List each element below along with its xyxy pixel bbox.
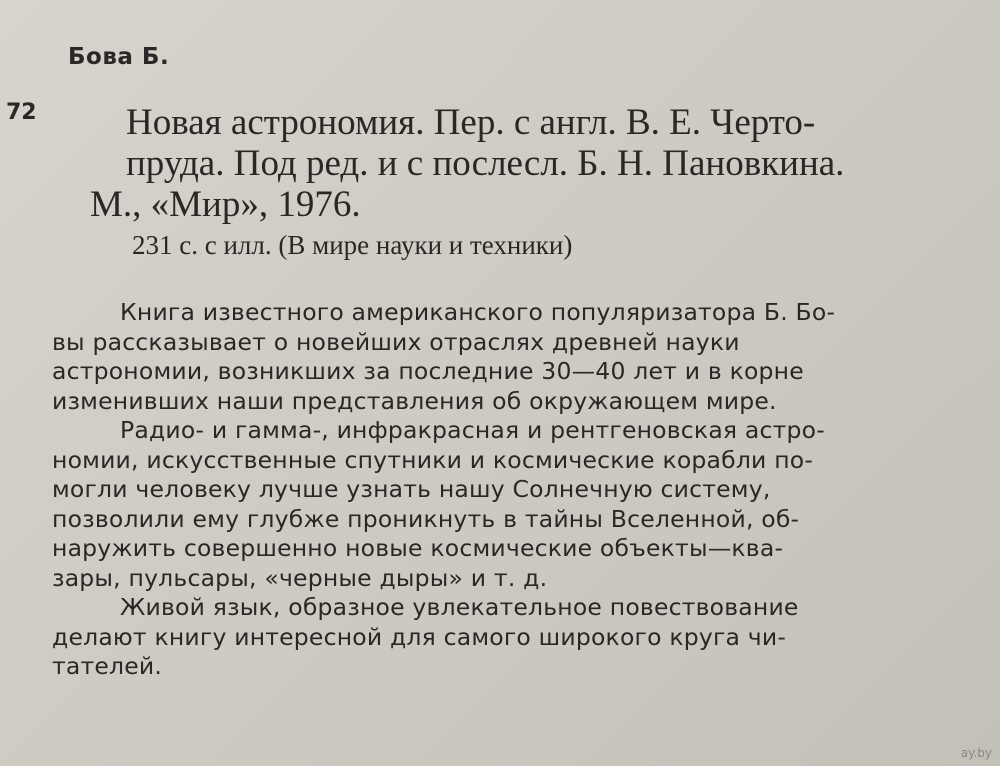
annotation-line: астрономии, возникших за последние 30—40 лет и в корне (52, 357, 804, 385)
annotation-line: могли человеку лучше узнать нашу Солнечную систему, (52, 475, 771, 503)
watermark: ay.by (960, 746, 992, 760)
annotation-line: Книга известного американского популяризатора Б. Бо- (120, 298, 836, 326)
pages-and-series: 231 с. с илл. (В мире науки и техники) (132, 230, 573, 260)
annotation-line: зары, пульсары, «черные дыры» и т. д. (52, 563, 548, 592)
annotation-line: позволили ему глубже проникнуть в тайны Вселенной, об- (52, 504, 800, 533)
index-number: 72 (6, 100, 37, 125)
book-title-block (86, 102, 986, 225)
annotation-line: тателей. (52, 652, 163, 680)
annotation-line: Живой язык, образное увлекательное повествование (120, 593, 799, 621)
annotation-line: вы рассказывает о новейших отраслях древней науки (52, 327, 740, 356)
annotation-line: наружить совершенно новые космические объекты—ква- (52, 534, 784, 562)
annotation-line: Радио- и гамма-, инфракрасная и рентгеновская астро- (120, 416, 825, 444)
title-line: Новая астрономия. Пер. с англ. В. Е. Черто- (126, 102, 816, 143)
annotation-line: делают книгу интересной для самого широкого круга чи- (52, 622, 786, 651)
annotation-line: изменивших наши представления об окружающем мире. (52, 386, 777, 415)
annotation-text (52, 298, 982, 682)
title-line: М., «Мир», 1976. (90, 184, 361, 225)
title-line: пруда. Под ред. и с послесл. Б. Н. Пановкина. (126, 143, 845, 184)
annotation-line: номии, искусственные спутники и космические корабли по- (52, 445, 814, 474)
author-name: Бова Б. (68, 44, 170, 70)
